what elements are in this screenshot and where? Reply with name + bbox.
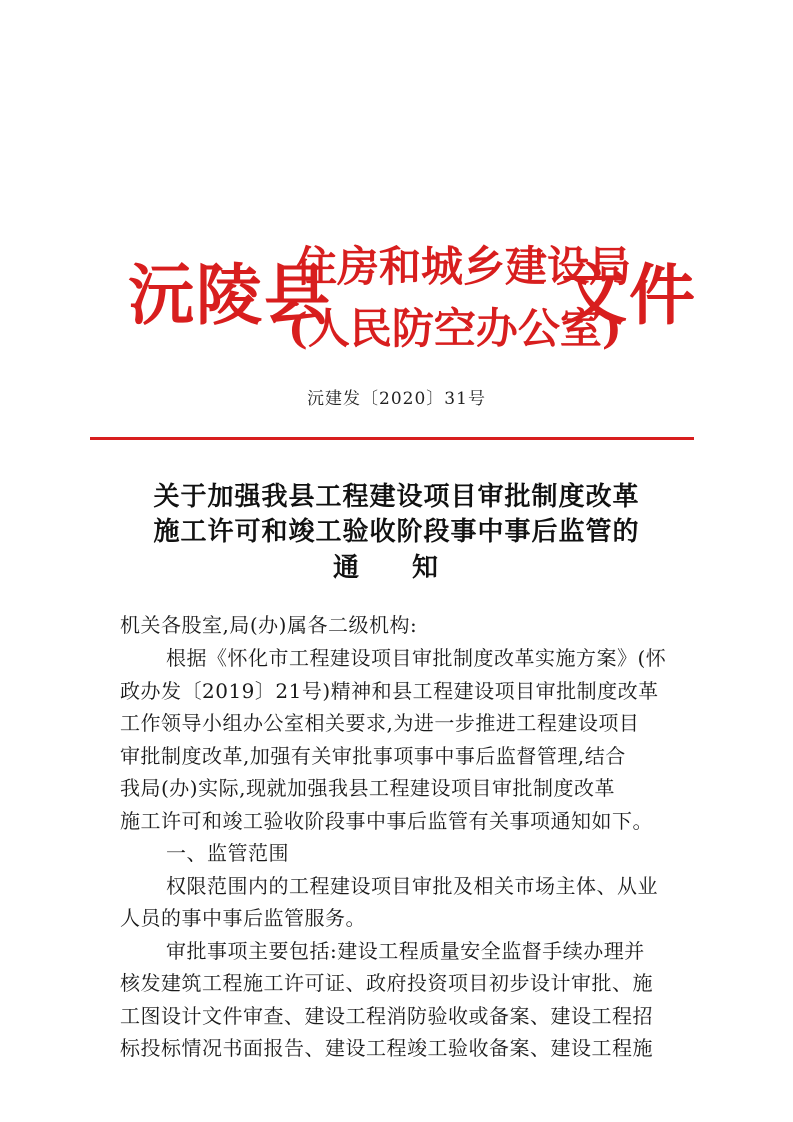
body-line: 工作领导小组办公室相关要求,为进一步推进工程建设项目: [120, 711, 640, 735]
body-line: 政办发〔2019〕21号)精神和县工程建设项目审批制度改革: [120, 679, 659, 703]
section-heading: 一、监管范围: [166, 841, 289, 865]
issuer-county: 沅陵县: [128, 256, 332, 334]
issuer-department-line1: 住房和城乡建设局: [295, 242, 632, 291]
body-line: 审批制度改革,加强有关审批事项事中事后监督管理,结合: [120, 744, 626, 768]
body-line: 权限范围内的工程建设项目审批及相关市场主体、从业: [166, 874, 658, 898]
body-line: 施工许可和竣工验收阶段事中事后监管有关事项通知如下。: [120, 809, 653, 833]
body-line: 审批事项主要包括:建设工程质量安全监督手续办理并: [166, 939, 645, 963]
title-line-2: 施工许可和竣工验收阶段事中事后监管的: [153, 517, 640, 547]
document-word: 文件: [561, 256, 697, 334]
body-line: 根据《怀化市工程建设项目审批制度改革实施方案》(怀: [166, 646, 667, 670]
body-line: 我局(办)实际,现就加强我县工程建设项目审批制度改革: [120, 776, 615, 800]
title-line-3: 通 知: [332, 553, 461, 583]
red-divider-line: [90, 437, 694, 440]
salutation: 机关各股室,局(办)属各二级机构:: [120, 613, 418, 637]
body-line: 标投标情况书面报告、建设工程竣工验收备案、建设工程施: [120, 1036, 653, 1060]
body-line: 工图设计文件审查、建设工程消防验收或备案、建设工程招: [120, 1004, 653, 1028]
issuer-department-line2: (人民防空办公室): [288, 304, 622, 353]
document-number: 沅建发〔2020〕31号: [307, 389, 486, 409]
title-line-1: 关于加强我县工程建设项目审批制度改革: [153, 482, 640, 512]
body-line: 核发建筑工程施工许可证、政府投资项目初步设计审批、施: [120, 971, 653, 995]
body-line: 人员的事中事后监管服务。: [120, 906, 366, 930]
